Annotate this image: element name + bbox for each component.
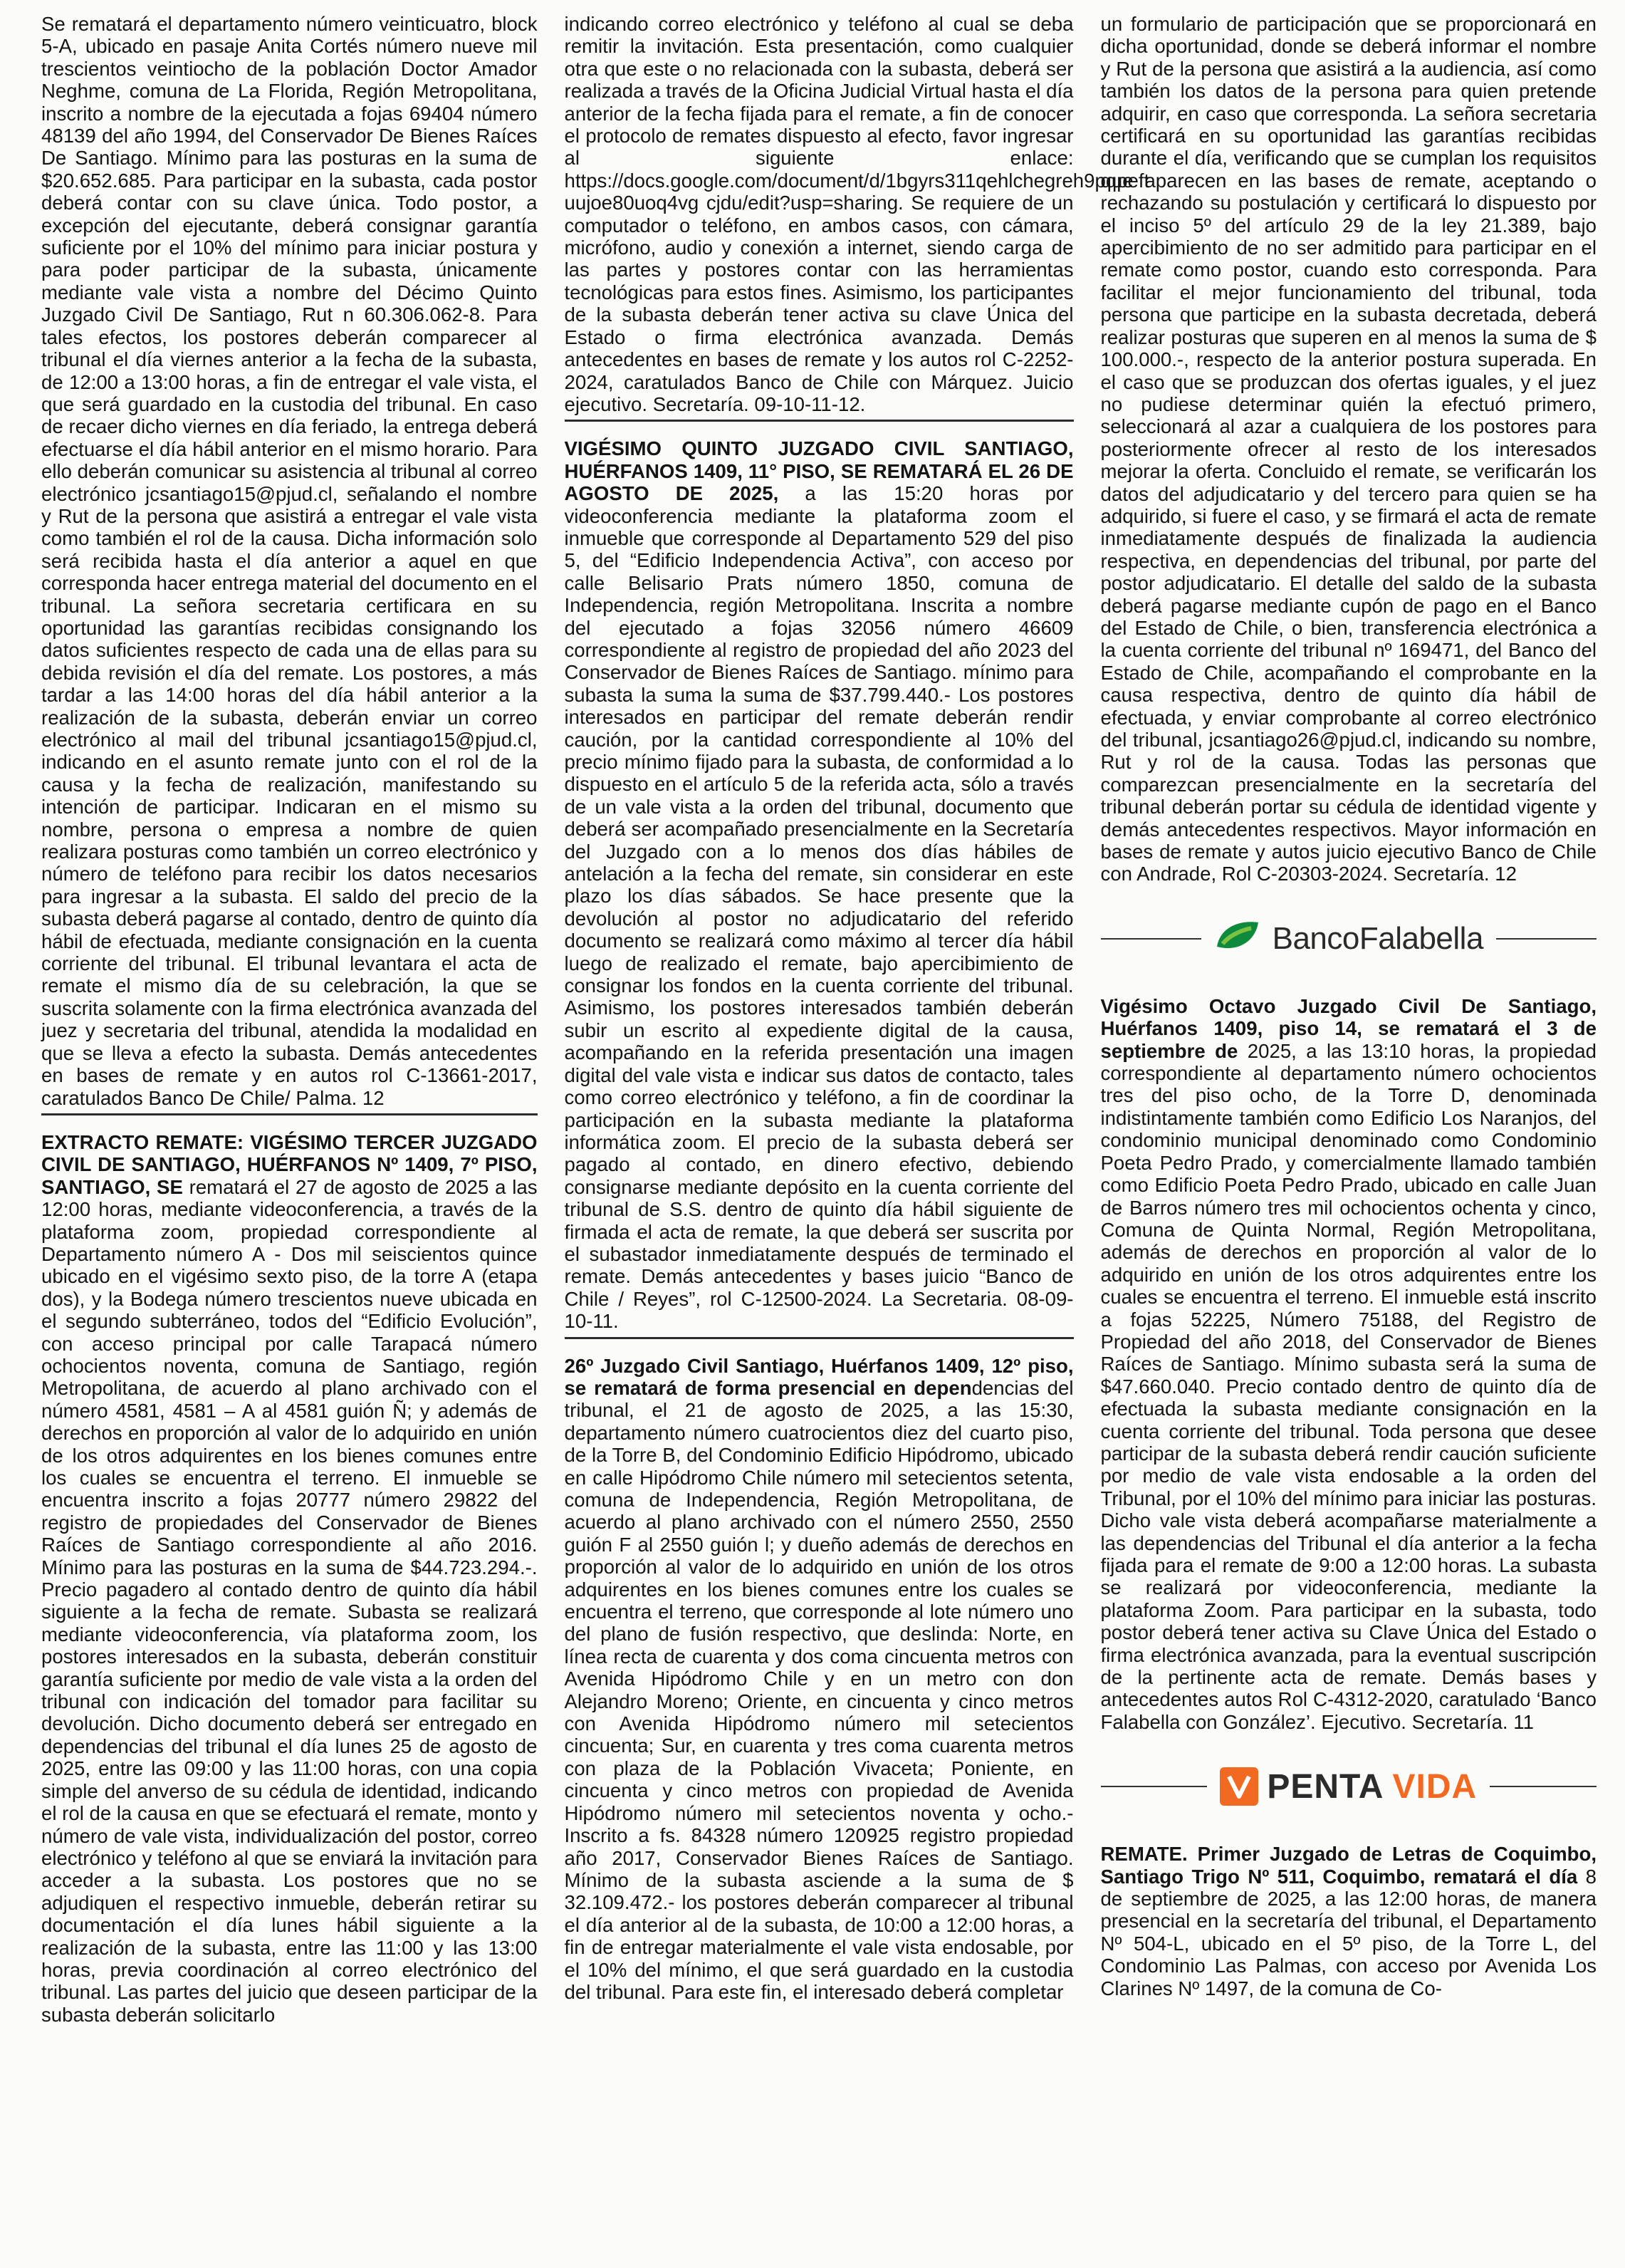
divider-line — [1490, 1786, 1597, 1787]
column-3 — [1101, 13, 1597, 2268]
banco-falabella-wordmark: BancoFalabella — [1272, 920, 1483, 956]
column-1 — [41, 13, 538, 2268]
leaf-icon — [1214, 915, 1264, 962]
notice-body: 8 de septiembre de 2025, a las 12:00 horas, de manera presencial en la secretaría del tribunal, el Departamento Nº 504-L, ubicado en el 5º piso, de la Torre L, del Condominio Las Palmas, con acceso por Avenida Los Clarines Nº 1497, de la comuna de Co- — [1100, 1865, 1597, 1999]
penta-vida-logo-row — [1101, 1747, 1597, 1826]
notice-heading: Vigésimo Octavo Juzgado Civil De Santiago, Huérfanos 1409, piso 14, se rematará el 3 de septiembre de — [1100, 994, 1597, 1062]
notice-heading: VIGÉSIMO QUINTO JUZGADO CIVIL SANTIAGO, HUÉRFANOS 1409, 11° PISO, SE REMATARÁ EL 26 DE AGOSTO DE 2025, — [564, 437, 1074, 505]
notice-divider — [41, 1113, 538, 1115]
notice-remate-26-juzgado — [565, 1355, 1074, 2004]
divider-line — [1496, 938, 1597, 940]
divider-line — [1101, 938, 1201, 940]
penta-vida-logo — [1207, 1767, 1490, 1806]
column-2 — [564, 13, 1150, 2268]
banco-falabella-logo — [1201, 915, 1496, 962]
notice-remate-vigesimo-octavo — [1101, 995, 1597, 1733]
notice-remate-vigesimo-tercer-continued: indicando correo electrónico y teléfono al cual se deba remitir la invitación. Esta presentación, como cualquier otra que este o no relacionada con la subasta, deberá ser realizada a través de la Oficina Judicial Virtual hasta el día anterior de la fecha fijada para el remate, a fin de conocer el protocolo de remates dispuesto al efecto, favor ingresar al siguiente enlace: https://docs.google.com/document/d/1bgyrs311qehlchegreh9pqpeft uujoe80uoq4vg cjdu/edit?usp=sharing. Se requiere de un computador o teléfono, en ambos casos, con cámara, micrófono, audio y conexión a internet, siendo carga de las partes y postores contar con las herramientas tecnológicas para estos fines. Asimismo, los participantes de la subasta deberán tener activa su clave Única del Estado o firma electrónica avanzada. Demás antecedentes en bases de remate y los autos rol C-2252-2024, caratulados Banco de Chile con Márquez. Juicio ejecutivo. Secretaría. 09-10-11-12. — [564, 13, 1150, 415]
notice-heading: REMATE. Primer Juzgado de Letras de Coquimbo, Santiago Trigo Nº 511, Coquimbo, rematará el día — [1100, 1843, 1597, 1888]
banco-falabella-logo-row — [1101, 900, 1597, 978]
notice-remate-coquimbo — [1101, 1843, 1597, 1999]
notice-heading: 26º Juzgado Civil Santiago, Huérfanos 1409, 12º piso, se rematará de forma presencial en depen — [564, 1354, 1074, 1399]
divider-line — [1101, 1786, 1208, 1787]
notice-heading: EXTRACTO REMATE: VIGÉSIMO TERCER JUZGADO CIVIL DE SANTIAGO, HUÉRFANOS Nº 1409, 7º PISO, SANTIAGO, SE — [41, 1130, 538, 1198]
vida-wordmark: VIDA — [1392, 1767, 1478, 1806]
notice-body: dencias del tribunal, el 21 de agosto de 2025, a las 15:30, departamento número cuatrocientos diez del cuarto piso, de la Torre B, del Condominio Edificio Hipódromo, ubicado en calle Hipódromo Chile número mil setecientos setenta, comuna de Independencia, Región Metropolitana, de acuerdo al plano archivado con el número 2550, 2550 guión F al 2550 guión l; y dueño además de derechos en proporción al valor de lo adquirido en unión de los otros adquirentes en los bienes comunes entre los cuales se encuentra el terreno, que corresponde al lote número uno del plano de fusión respectivo, que deslinda: Norte, en línea recta de cuarenta y dos coma cincuenta metros con Avenida Hipódromo Chile y en un metro con don Alejandro Moreno; Oriente, en cincuenta y cinco metros con Avenida Hipódromo número mil setecientos cincuenta; Sur, en cuarenta y tres coma cuarenta metros con plaza de la Población Vivaceta; Poniente, en cincuenta y cinco metros con propiedad de Avenida Hipódromo número mil setecientos noventa y ocho.- Inscrito a fs. 84328 número 120925 registro propiedad año 2017, Conservador Bienes Raíces de Santiago. Mínimo de la subasta asciende a la suma de $ 32.109.472.- los postores deberán comparecer al tribunal el día anterior al de la subasta, de 10:00 a 12:00 horas, a fin de entregar materialmente el vale vista endosable, por el 10% del mínimo, el que será guardado en la custodia del tribunal. Para este fin, el interesado deberá completar — [564, 1376, 1074, 2003]
penta-v-icon — [1220, 1767, 1258, 1806]
notice-body: a las 15:20 horas por videoconferencia mediante la plataforma zoom el inmueble que corresponde al Departamento 529 del piso 5, del “Edificio Independencia Activa”, con acceso por calle Belisario Prats número 1850, comuna de Independencia, región Metropolitana. Inscrita a nombre del ejecutado a fojas 32056 número 46609 correspondiente al registro de propiedad del año 2023 del Conservador de Bienes Raíces de Santiago. mínimo para subasta la suma la suma de $37.799.440.- Los postores interesados en participar del remate deberán rendir caución, por la cantidad correspondiente al 10% del precio mínimo fijado para la subasta, de conformidad a lo dispuesto en el artículo 5 de la referida acta, sólo a través de un vale vista a la orden del tribunal, documento que deberá ser acompañado presencialmente en la Secretaría del Juzgado con a lo menos dos días hábiles de antelación a la fecha del remate, sin considerar en este plazo los días sábados. Se hace presente que la devolución al postor no adjudicatario del referido documento se realizará como máximo al tercer día hábil luego de realizado el remate, bajo apercibimiento de consignar los fondos en la cuenta corriente del tribunal. Asimismo, los postores interesados también deberán subir un escrito al expediente digital de la causa, acompañando en la referida presentación una imagen digital del vale vista e indicar sus datos de contacto, tales como correo electrónico y teléfono, a fin de coordinar la participación en la subasta mediante la plataforma informática zoom. El precio de la subasta deberá ser pagado al contado, en dinero efectivo, debiendo consignarse mediante depósito en la cuenta corriente del tribunal de S.S. dentro de quinto día hábil siguiente de firmada el acta de remate, la que deberá ser suscrita por el subastador inmediatamente después de terminado el remate. Demás antecedentes y bases juicio “Banco de Chile / Reyes”, rol C-12500-2024. La Secretaria. 08-09-10-11. — [564, 482, 1074, 1333]
notice-body: 2025, a las 13:10 horas, la propiedad correspondiente al departamento número ochocientos tres del piso ocho, de la Torre D, denominada indistintamente también como Edificio Los Naranjos, del condominio municipal denominado como Condominio Poeta Pedro Prado, y comercialmente llamado también como Edificio Poeta Pedro Prado, ubicado en calle Juan de Barros número tres mil ochocientos ochenta y cinco, Comuna de Quinta Normal, Región Metropolitana, además de derechos en proporción al valor de lo adquirido en unión de los otros adquirentes entre los cuales se encuentra el terreno. El inmueble está inscrito a fojas 52225, Número 75188, del Registro de Propiedad del año 2018, del Conservador de Bienes Raíces de Santiago. Mínimo subasta será la suma de $47.660.040. Precio contado dentro de quinto día de efectuada la subasta mediante consignación en la cuenta corriente del tribunal. Toda persona que desee participar de la subasta deberá rendir caución suficiente por medio de vale vista endosable a la orden del Tribunal, por el 10% del mínimo para iniciar las posturas. Dicho vale vista deberá acompañarse materialmente a las dependencias del Tribunal el día anterior a la fecha fijada para el remate de 9:00 a 12:00 horas. La subasta se realizará por videoconferencia, mediante la plataforma Zoom. Para participar en la subasta, todo postor deberá tener activa su Clave Única del Estado o firma electrónica avanzada, para la eventual suscripción de la pertinente acta de remate. Demás bases y antecedentes autos Rol C-4312-2020, caratulado ‘Banco Falabella con González’. Ejecutivo. Secretaría. 11 — [1100, 1039, 1597, 1733]
notice-body: rematará el 27 de agosto de 2025 a las 12:00 horas, mediante videoconferencia, a través de la plataforma zoom, propiedad correspondiente al Departamento número A - Dos mil seiscientos quince ubicado en el vigésimo sexto piso, de la torre A (etapa dos), y la Bodega número trescientos nueve ubicada en el segundo subterráneo, todos del “Edificio Evolución”, con acceso principal por calle Tarapacá número ochocientos noventa, comuna de Santiago, región Metropolitana, de acuerdo al plano archivado con el número 4581, 4581 – A al 4581 guión Ñ; y además de derechos en proporción al valor de lo adquirido en unión de los otros adquirentes en los bienes comunes entre los cuales se encuentra el terreno. El inmueble se encuentra inscrito a fojas 20777 número 29822 del registro de propiedades del Conservador de Bienes Raíces de Santiago correspondiente al año 2016. Mínimo para las posturas en la suma de $44.723.294.-. Precio pagadero al contado dentro de quinto día hábil siguiente a la fecha de remate. Subasta se realizará mediante videoconferencia, vía plataforma zoom, los postores interesados en la subasta, deberán constituir garantía suficiente por medio de vale vista a la orden del tribunal con indicación del tomador para facilitar su devolución. Dicho documento deberá ser entregado en dependencias del tribunal el día lunes 25 de agosto de 2025, entre las 09:00 y las 11:00 horas, con una copia simple del anverso de su cédula de identidad, indicando el rol de la causa en que se efectuará el remate, monto y número de vale vista, individualización del postor, correo electrónico y teléfono al que se enviará la invitación para acceder a la subasta. Los postores que no se adjudiquen el respectivo inmueble, deberán retirar su documentación el día lunes hábil siguiente a la realización de la subasta, entre las 11:00 y las 13:00 horas, previa coordinación al correo electrónico del tribunal. Las partes del juicio que deseen participar de la subasta deberán solicitarlo — [41, 1175, 538, 2026]
notice-remate-palma: Se rematará el departamento número veinticuatro, block 5-A, ubicado en pasaje Anita Cortés número nueve mil trescientos veintiocho de la población Doctor Amador Neghme, comuna de La Florida, Región Metropolitana, inscrito a nombre de la ejecutada a fojas 69404 número 48139 del año 1994, del Conservador De Bienes Raíces De Santiago. Mínimo para las posturas en la suma de $20.652.685. Para participar en la subasta, cada postor deberá contar con su clave única. Todo postor, a excepción del ejecutante, deberá consignar garantía suficiente por el 10% del mínimo para iniciar postura y para poder participar de la subasta, únicamente mediante vale vista a nombre del Décimo Quinto Juzgado Civil De Santiago, Rut n 60.306.062-8. Para tales efectos, los postores deberán comparecer al tribunal el día viernes anterior a la fecha de la subasta, de 12:00 a 13:00 horas, a fin de entregar el vale vista, el que será guardado en la custodia del tribunal. En caso de recaer dicho viernes en día feriado, la entrega deberá efectuarse el día hábil anterior en el mismo horario. Para ello deberán comunicar su asistencia al tribunal al correo electrónico jcsantiago15@pjud.cl, señalando el nombre y Rut de la persona que asistirá a entregar el vale vista como también el rol de la causa. Dicha información solo será recibida hasta el día anterior a aquel en que corresponda hacer entrega material del documento en el tribunal. La señora secretaria certificara en su oportunidad las garantías recibidas consignando los datos suficientes respecto de cada una de ellas para su debida revisión el día del remate. Los postores, a más tardar a las 14:00 horas del día hábil anterior a la realización de la subasta, deberán enviar un correo electrónico al mail del tribunal jcsantiago15@pjud.cl, indicando en el asunto remate junto con el rol de la causa y la fecha de realización, manifestando su intención de participar. Indicaran en el mismo su nombre, persona o empresa a nombre de quien realizara posturas como también un correo electrónico y número de teléfono para recibir los datos necesarios para ingresar a la subasta. El saldo del precio de la subasta deberá pagarse al contado, dentro de quinto día hábil de efectuada, mediante consignación en la cuenta corriente del tribunal. El tribunal levantara el acta de remate el mismo día de su celebración, la que se suscrita solamente con la firma electrónica avanzada del juez y secretaria del tribunal, atendida la modalidad en que se lleva a efecto la subasta. Demás antecedentes en bases de remate y en autos rol C-13661-2017, caratulados Banco De Chile/ Palma. 12 — [41, 13, 538, 1109]
notice-divider — [565, 420, 1074, 422]
notice-remate-26-juzgado-continued: un formulario de participación que se proporcionará en dicha oportunidad, donde se deberá informar el nombre y Rut de la persona que asistirá a la audiencia, así como también los datos de la persona para quien pretende adquirir, en caso que corresponda. La señora secretaria certificará en su oportunidad las garantías recibidas durante el día, verificando que se cumplan los requisitos que aparecen en las bases de remate, aceptando o rechazando su postulación y certificará lo dispuesto por el inciso 5º del artículo 29 de la ley 21.389, bajo apercibimiento de no ser admitido para participar en el remate como postor, cuando esto corresponda. Para facilitar el mejor funcionamiento del tribunal, toda persona que participe en la subasta decretada, deberá realizar posturas que superen en al menos la suma de $ 100.000.-, respecto de la anterior postura superada. En el caso que se produzcan dos ofertas iguales, y el juez no pudiese determinar quién la efectuó primero, seleccionará al azar a cualquiera de los postores para posteriormente ofrecer al resto de los interesados mejorar la oferta. Concluido el remate, se verificarán los datos del adjudicatario y del tercero para quien se ha adquirido, si fuere el caso, y se firmará el acta de remate inmediatamente después de finalizada la audiencia respectiva, en dependencias del tribunal, por parte del postor adjudicatario. El detalle del saldo de la subasta deberá pagarse mediante cupón de pago en el Banco del Estado de Chile, o bien, transferencia electrónica a la cuenta corriente del tribunal nº 169471, del Banco del Estado de Chile, acompañando el comprobante en la causa respectiva, dentro de quinto día hábil de efectuada, y enviar comprobante al correo electrónico del tribunal, jcsantiago26@pjud.cl, indicando su nombre, Rut y rol de la causa. Todas las personas que comparezcan presencialmente en la secretaría del tribunal deberán portar su cédula de identidad vigente y demás antecedentes respectivos. Mayor información en bases de remate y autos juicio ejecutivo Banco de Chile con Andrade, Rol C-20303-2024. Secretaría. 12 — [1100, 13, 1597, 885]
notice-divider — [565, 1337, 1074, 1339]
notice-remate-vigesimo-tercer — [41, 1131, 538, 2026]
penta-wordmark: PENTA — [1267, 1767, 1384, 1806]
notice-remate-vigesimo-quinto — [565, 437, 1074, 1332]
